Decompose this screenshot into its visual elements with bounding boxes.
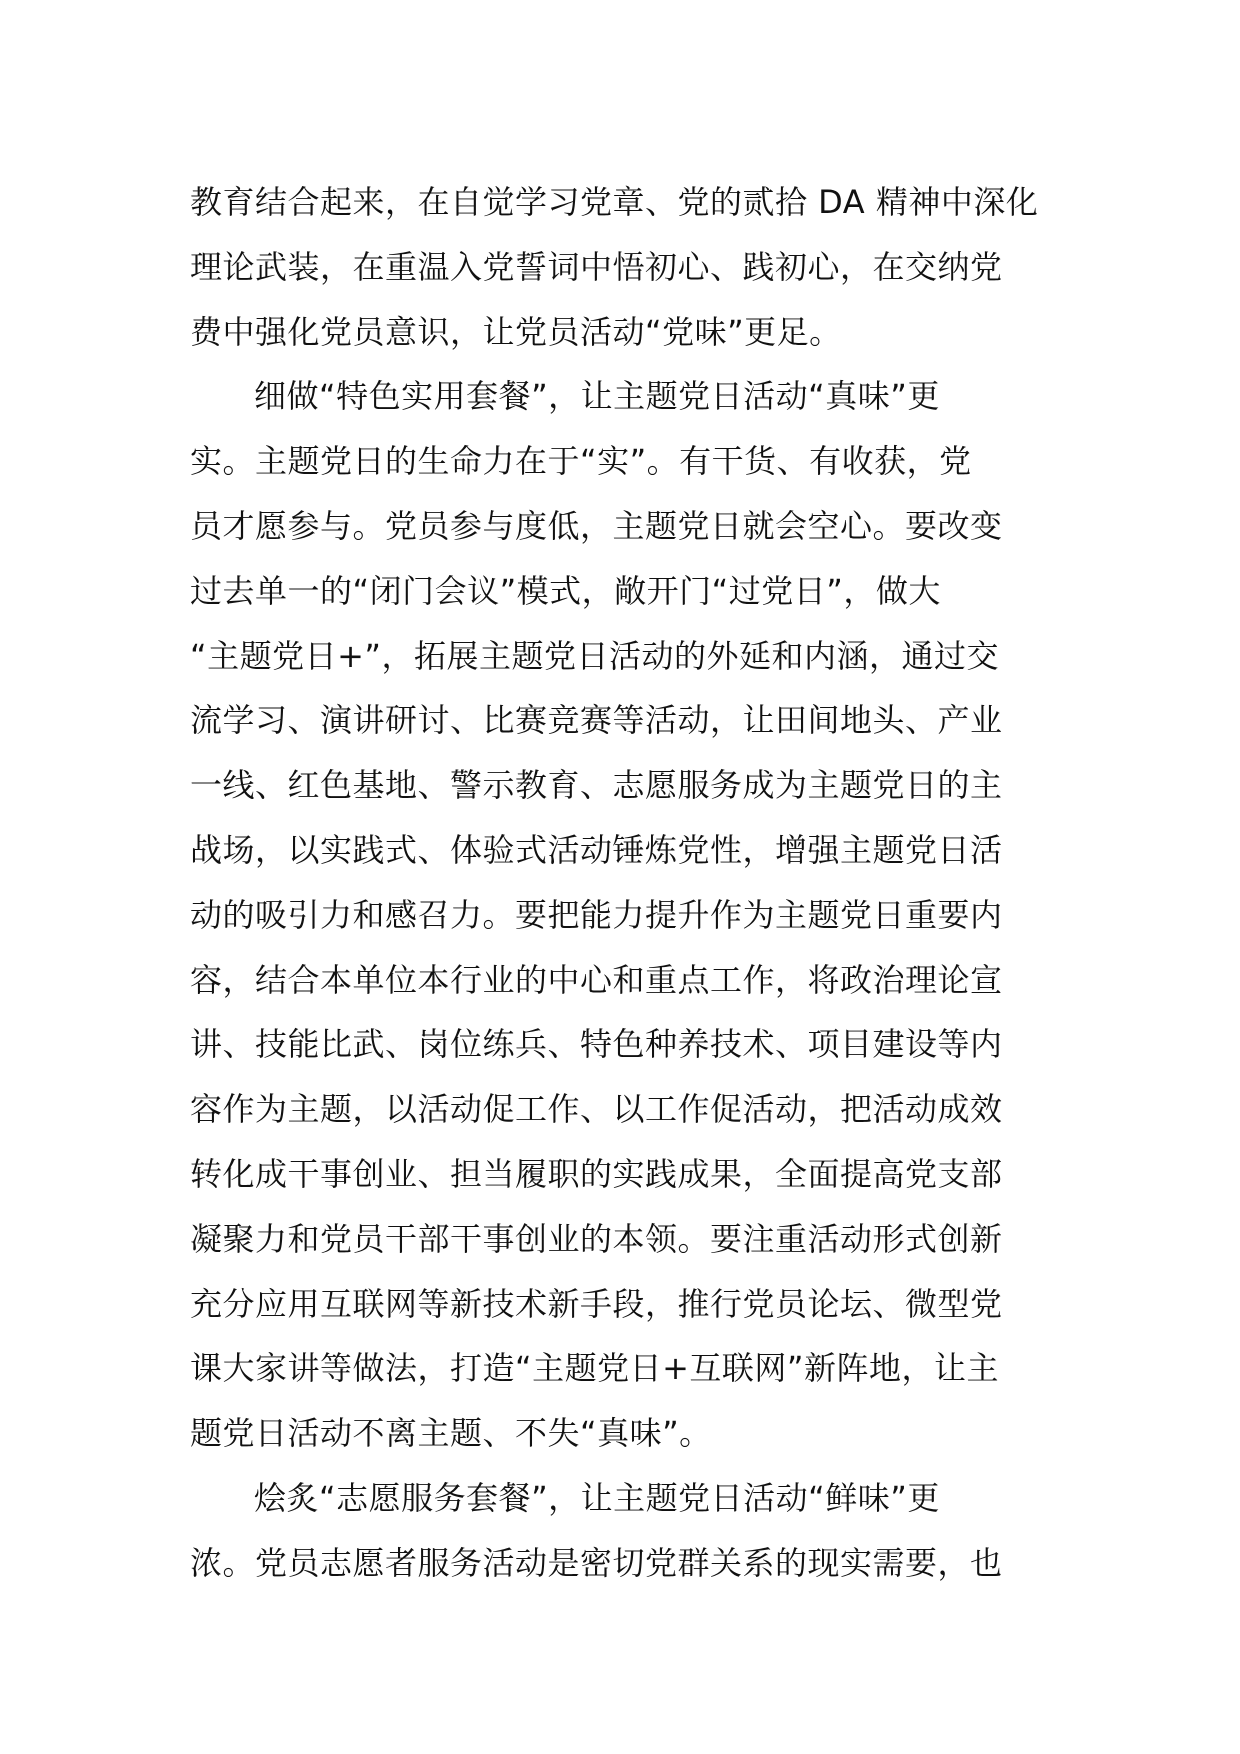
text-line: 理论武装，在重温入党誓词中悟初心、践初心，在交纳党 — [190, 247, 1003, 286]
text-line: 员才愿参与。党员参与度低，主题党日就会空心。要改变 — [190, 506, 1003, 545]
text-line: 转化成干事创业、担当履职的实践成果，全面提高党支部 — [190, 1154, 1003, 1193]
text-line: 浓。党员志愿者服务活动是密切党群关系的现实需要，也 — [190, 1543, 1003, 1582]
text-line: 费中强化党员意识，让党员活动“党味”更足。 — [190, 312, 842, 351]
text-line: 讲、技能比武、岗位练兵、特色种养技术、项目建设等内 — [190, 1025, 1003, 1064]
text-line: 容作为主题，以活动促工作、以工作促活动，把活动成效 — [190, 1090, 1003, 1129]
text-line: 题党日活动不离主题、不失“真味”。 — [190, 1414, 712, 1453]
document-body — [190, 170, 1070, 1596]
text-line: 一线、红色基地、警示教育、志愿服务成为主题党日的主 — [190, 766, 1003, 805]
text-line: 课大家讲等做法，打造“主题党日+互联网”新阵地，让主 — [190, 1349, 999, 1388]
paragraph-start-line: 烩炙“志愿服务套餐”，让主题党日活动“鲜味”更 — [254, 1478, 940, 1517]
text-line: 充分应用互联网等新技术新手段，推行党员论坛、微型党 — [190, 1284, 1003, 1323]
text-line: 凝聚力和党员干部干事创业的本领。要注重活动形式创新 — [190, 1219, 1003, 1258]
text-line: 动的吸引力和感召力。要把能力提升作为主题党日重要内 — [190, 895, 1003, 934]
text-line: 教育结合起来，在自觉学习党章、党的贰拾 DA 精神中深化 — [190, 183, 1039, 221]
text-line: 实。主题党日的生命力在于“实”。有干货、有收获，党 — [190, 442, 972, 481]
text-line: 容，结合本单位本行业的中心和重点工作，将政治理论宣 — [190, 960, 1003, 999]
text-line: 过去单一的“闭门会议”模式，敞开门“过党日”，做大 — [190, 571, 941, 610]
text-line: “主题党日+”，拓展主题党日活动的外延和内涵，通过交 — [190, 636, 999, 675]
text-line: 流学习、演讲研讨、比赛竞赛等活动，让田间地头、产业 — [190, 701, 1003, 740]
text-line: 战场，以实践式、体验式活动锤炼党性，增强主题党日活 — [190, 830, 1003, 869]
paragraph-start-line: 细做“特色实用套餐”，让主题党日活动“真味”更 — [254, 377, 940, 416]
